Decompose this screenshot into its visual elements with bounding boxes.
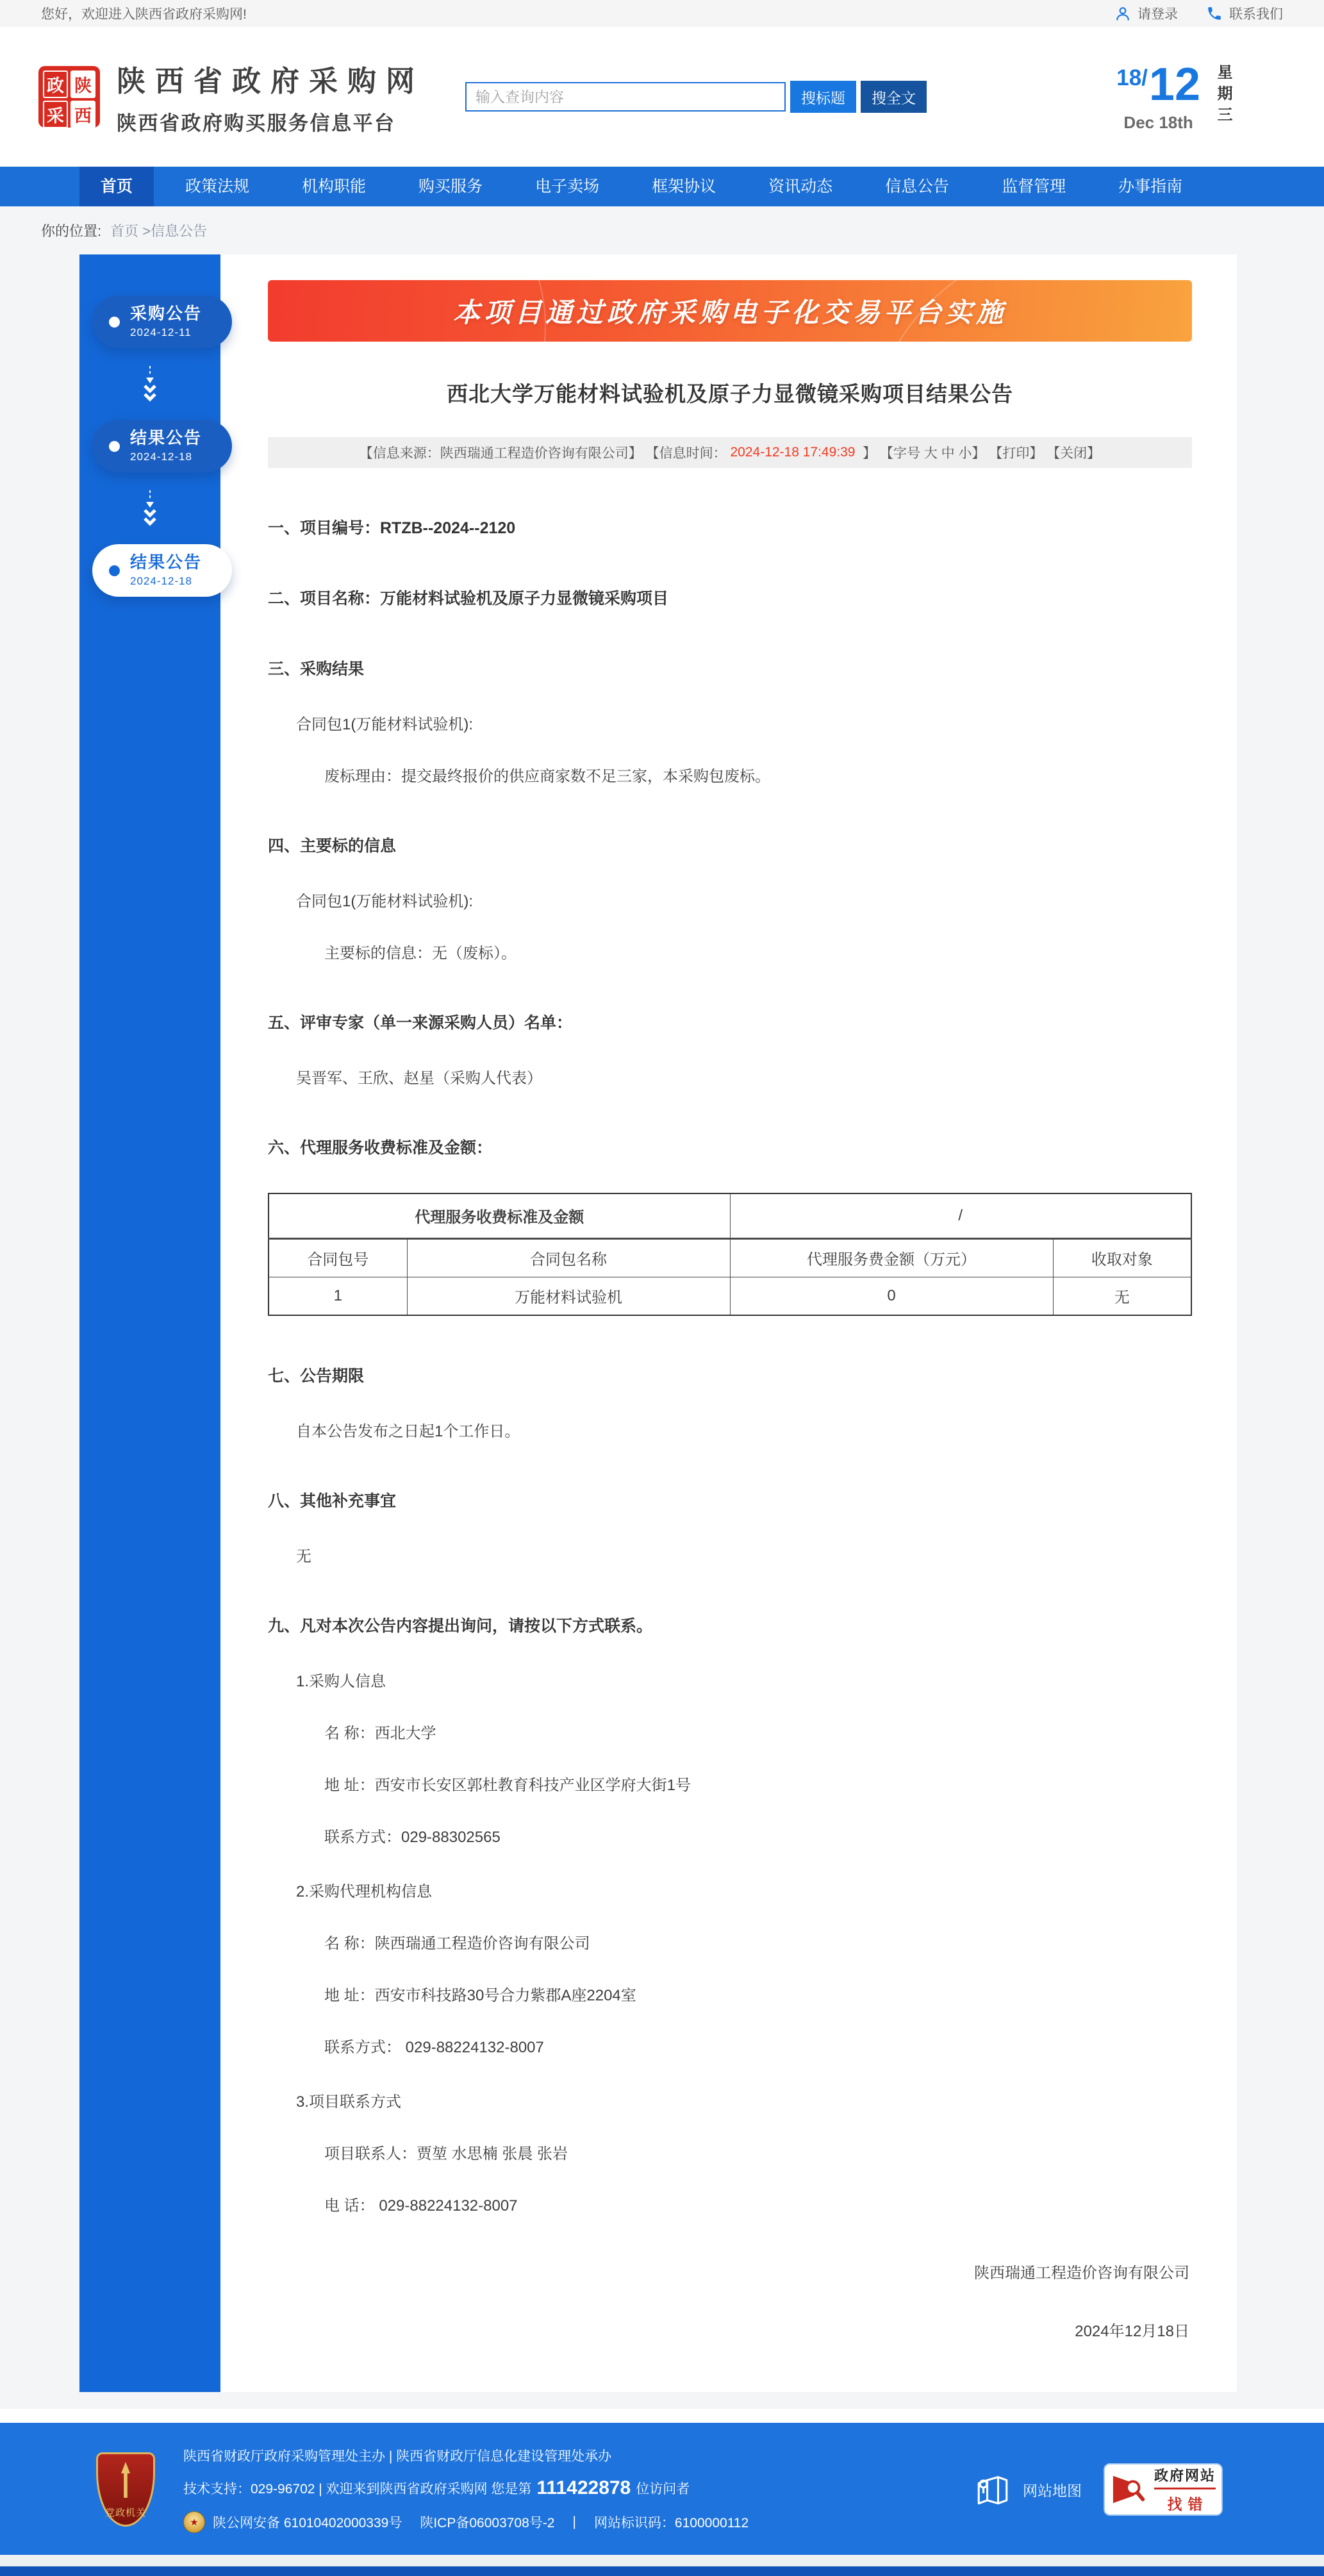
date-widget [1116, 58, 1286, 133]
find-error-icon [1111, 2471, 1148, 2508]
subject-info-line: 主要标的信息：无（废标）。 [324, 945, 517, 962]
fee-table [268, 1193, 1192, 1316]
phone-icon [1206, 5, 1223, 22]
table-cell: 合同包号 [269, 1238, 407, 1277]
search-fulltext-button[interactable]: 搜全文 [861, 81, 927, 113]
notice-period-line: 自本公告发布之日起1个工作日。 [296, 1423, 520, 1440]
main-layout [79, 254, 1237, 2392]
bottom-gray-strip [0, 2555, 1324, 2566]
fee-table-row [269, 1277, 1191, 1315]
nav-item-framework-agreement[interactable]: 框架协议 [652, 178, 716, 195]
site-logo[interactable] [38, 66, 100, 128]
footer-text-block [183, 2446, 749, 2533]
fee-table-merged-header [269, 1193, 1191, 1238]
purchaser-address: 地 址：西安市长安区郭杜教育科技产业区学府大街1号 [324, 1777, 691, 1794]
nav-item-supervision[interactable]: 监督管理 [1002, 178, 1066, 195]
date-english: Dec 18th [1123, 112, 1193, 132]
breadcrumb-label: 你的位置: [41, 223, 102, 239]
site-title: 陕西省政府采购网 [117, 65, 425, 97]
site-code-text: 网站标识码：6100000112 [593, 2516, 749, 2530]
platform-banner: 本项目通过政府采购电子化交易平台实施 [268, 280, 1192, 342]
rejection-reason-line: 废标理由：提交最终报价的供应商家数不足三家，本采购包废标。 [324, 768, 770, 785]
article-card [220, 254, 1237, 2392]
article-meta-bar: 【信息来源：陕西瑞通工程造价咨询有限公司】 【信息时间： 2024-12-18 17:49:39 】 【字号 大 中 小】 【打印】 【关闭】 [268, 437, 1192, 468]
section-3-heading: 三、采购结果 [268, 660, 365, 678]
experts-list-line: 吴晋军、王欣、赵星（采购人代表） [296, 1070, 542, 1087]
timeline-item-result-notice-1[interactable]: 结果公告 2024-12-18 [92, 420, 232, 472]
nav-item-policies[interactable]: 政策法规 [185, 178, 250, 195]
signature-date: 2024年12月18日 [1075, 2323, 1189, 2340]
top-utility-bar [0, 0, 1324, 27]
badge-title: 政府网站 [1154, 2465, 1216, 2489]
breadcrumb [0, 206, 1324, 252]
logo-char: 采 [43, 101, 68, 128]
timeline-item-procurement-notice[interactable]: 采购公告 2024-12-11 [92, 295, 232, 348]
date-slash: / [1141, 65, 1148, 90]
supplement-line: 无 [296, 1548, 311, 1565]
date-day: 18 [1116, 65, 1142, 90]
nav-item-announcements[interactable]: 信息公告 [885, 178, 950, 195]
agency-name: 名 称：陕西瑞通工程造价咨询有限公司 [324, 1935, 590, 1952]
shield-torch-icon [117, 2462, 135, 2498]
nav-item-e-mall[interactable]: 电子卖场 [535, 178, 600, 195]
project-contacts: 项目联系人：贾堃 水思楠 张晨 张岩 [324, 2145, 568, 2163]
logo-char: 陕 [70, 71, 95, 98]
contact-us-button[interactable]: 联系我们 [1206, 4, 1283, 23]
signature-company: 陕西瑞通工程造价咨询有限公司 [974, 2264, 1189, 2282]
welcome-text: 您好，欢迎进入陕西省政府采购网! [41, 7, 247, 22]
table-cell: 收取对象 [1053, 1238, 1191, 1277]
main-navigation [0, 167, 1324, 206]
table-cell: 合同包名称 [407, 1238, 730, 1277]
project-phone: 电 话： 029-88224132-8007 [324, 2197, 518, 2215]
page-title: 西北大学万能材料试验机及原子力显微镜采购项目结果公告 [447, 382, 1013, 406]
meta-time-label: 【信息时间： [645, 446, 731, 461]
footer-registration-line [183, 2511, 749, 2533]
search-title-button[interactable]: 搜标题 [790, 81, 856, 113]
logo-char: 政 [43, 71, 68, 98]
agency-address: 地 址：西安市科技路30号合力紫郡A座2204室 [324, 1987, 636, 2004]
topbar-actions [1114, 4, 1283, 23]
error-report-badge[interactable] [1104, 2463, 1223, 2516]
gov-shield-emblem [96, 2452, 155, 2527]
section-1-project-number: 一、项目编号：RTZB--2024--2120 [268, 519, 516, 537]
login-button[interactable]: 请登录 [1114, 4, 1178, 23]
section-2-project-name: 二、项目名称：万能材料试验机及原子力显微镜采购项目 [268, 590, 669, 608]
purchaser-phone: 联系方式：029-88302565 [324, 1829, 501, 1846]
site-footer [0, 2423, 1324, 2555]
shield-label: 党政机关 [104, 2507, 146, 2518]
purchaser-info-title: 1.采购人信息 [296, 1673, 386, 1690]
purchaser-name: 名 称：西北大学 [324, 1725, 436, 1742]
section-9-heading: 九、凡对本次公告内容提出询问，请按以下方式联系。 [268, 1617, 653, 1635]
timeline-dot [109, 565, 120, 576]
arrow-down-icon [142, 365, 158, 403]
site-subtitle: 陕西省政府购买服务信息平台 [117, 112, 396, 135]
separator: | [572, 2514, 576, 2529]
police-badge-icon: ★ [183, 2511, 205, 2533]
table-cell: 1 [269, 1277, 407, 1315]
fee-table-column-header [269, 1238, 1191, 1277]
logo-char: 西 [70, 101, 95, 128]
search-bar [465, 81, 927, 113]
site-brand [117, 58, 424, 136]
article-body [268, 515, 1192, 2341]
bottom-blue-strip [0, 2566, 1324, 2576]
agency-info-title: 2.采购代理机构信息 [296, 1883, 433, 1900]
beian-link[interactable]: 陕公网安备 61010402000339号 [213, 2516, 402, 2530]
project-contact-title: 3.项目联系方式 [296, 2093, 402, 2111]
font-size-control[interactable]: 【字号 大 中 小】 [880, 446, 989, 461]
section-6-heading: 六、代理服务收费标准及金额： [268, 1139, 493, 1157]
table-cell: / [730, 1193, 1191, 1238]
visitor-count: 111422878 [536, 2477, 631, 2498]
agency-phone: 联系方式： 029-88224132-8007 [324, 2039, 544, 2056]
sitemap-link[interactable]: 网站地图 [974, 2471, 1082, 2508]
footer-org-line: 陕西省财政厅政府采购管理处主办 | 陕西省财政厅信息化建设管理处承办 [183, 2449, 612, 2464]
breadcrumb-current[interactable]: >信息公告 [142, 223, 208, 239]
person-icon [1114, 5, 1131, 22]
footer-support-line: 技术支持：029-96702 | 欢迎来到陕西省政府采购网 您是第 111422878 位访问者 [183, 2477, 690, 2498]
meta-source: 【信息来源：陕西瑞通工程造价咨询有限公司】 [359, 446, 646, 461]
section-4-heading: 四、主要标的信息 [268, 837, 397, 855]
breadcrumb-home-link[interactable]: 首页 [110, 223, 143, 239]
nav-item-news[interactable]: 资讯动态 [768, 178, 833, 195]
footer-right-block [974, 2463, 1223, 2516]
site-header [0, 27, 1324, 167]
section-7-heading: 七、公告期限 [268, 1367, 365, 1385]
timeline-dot [109, 441, 120, 452]
contract-package-line: 合同包1(万能材料试验机): [296, 893, 473, 910]
section-8-heading: 八、其他补充事宜 [268, 1492, 397, 1510]
print-button[interactable]: 【打印】 [989, 446, 1047, 461]
nav-item-functions[interactable]: 机构职能 [302, 178, 367, 195]
section-5-heading: 五、评审专家（单一来源采购人员）名单： [268, 1014, 573, 1032]
nav-item-purchase-services[interactable]: 购买服务 [418, 178, 483, 195]
icp-link[interactable]: 陕ICP备06003708号-2 [420, 2516, 555, 2530]
badge-subtitle: 找错 [1167, 2496, 1209, 2513]
timeline-arrow [79, 472, 220, 544]
close-button[interactable]: 【关闭】 [1047, 446, 1101, 461]
map-icon [974, 2471, 1011, 2508]
weekday-text: 星期三 [1214, 63, 1232, 128]
table-cell: 代理服务收费标准及金额 [269, 1193, 730, 1238]
date-month: 12 [1148, 58, 1200, 110]
meta-time-value: 2024-12-18 17:49:39 [730, 445, 856, 460]
content-zone [0, 206, 1324, 2409]
search-input[interactable] [465, 82, 786, 112]
table-cell: 无 [1053, 1277, 1191, 1315]
arrow-down-icon [142, 490, 158, 527]
contract-package-line: 合同包1(万能材料试验机): [296, 716, 473, 733]
nav-item-home[interactable]: 首页 [79, 167, 154, 206]
timeline-dot [109, 317, 120, 328]
table-cell: 0 [730, 1277, 1053, 1315]
table-cell: 代理服务费金额（万元） [730, 1238, 1053, 1277]
signature-block [268, 2260, 1192, 2341]
table-cell: 万能材料试验机 [407, 1277, 730, 1315]
nav-item-guide[interactable]: 办事指南 [1118, 178, 1183, 195]
timeline-sidebar [79, 254, 220, 2392]
timeline-arrow [79, 348, 220, 420]
timeline-item-result-notice-2[interactable]: 结果公告 2024-12-18 [92, 544, 232, 597]
